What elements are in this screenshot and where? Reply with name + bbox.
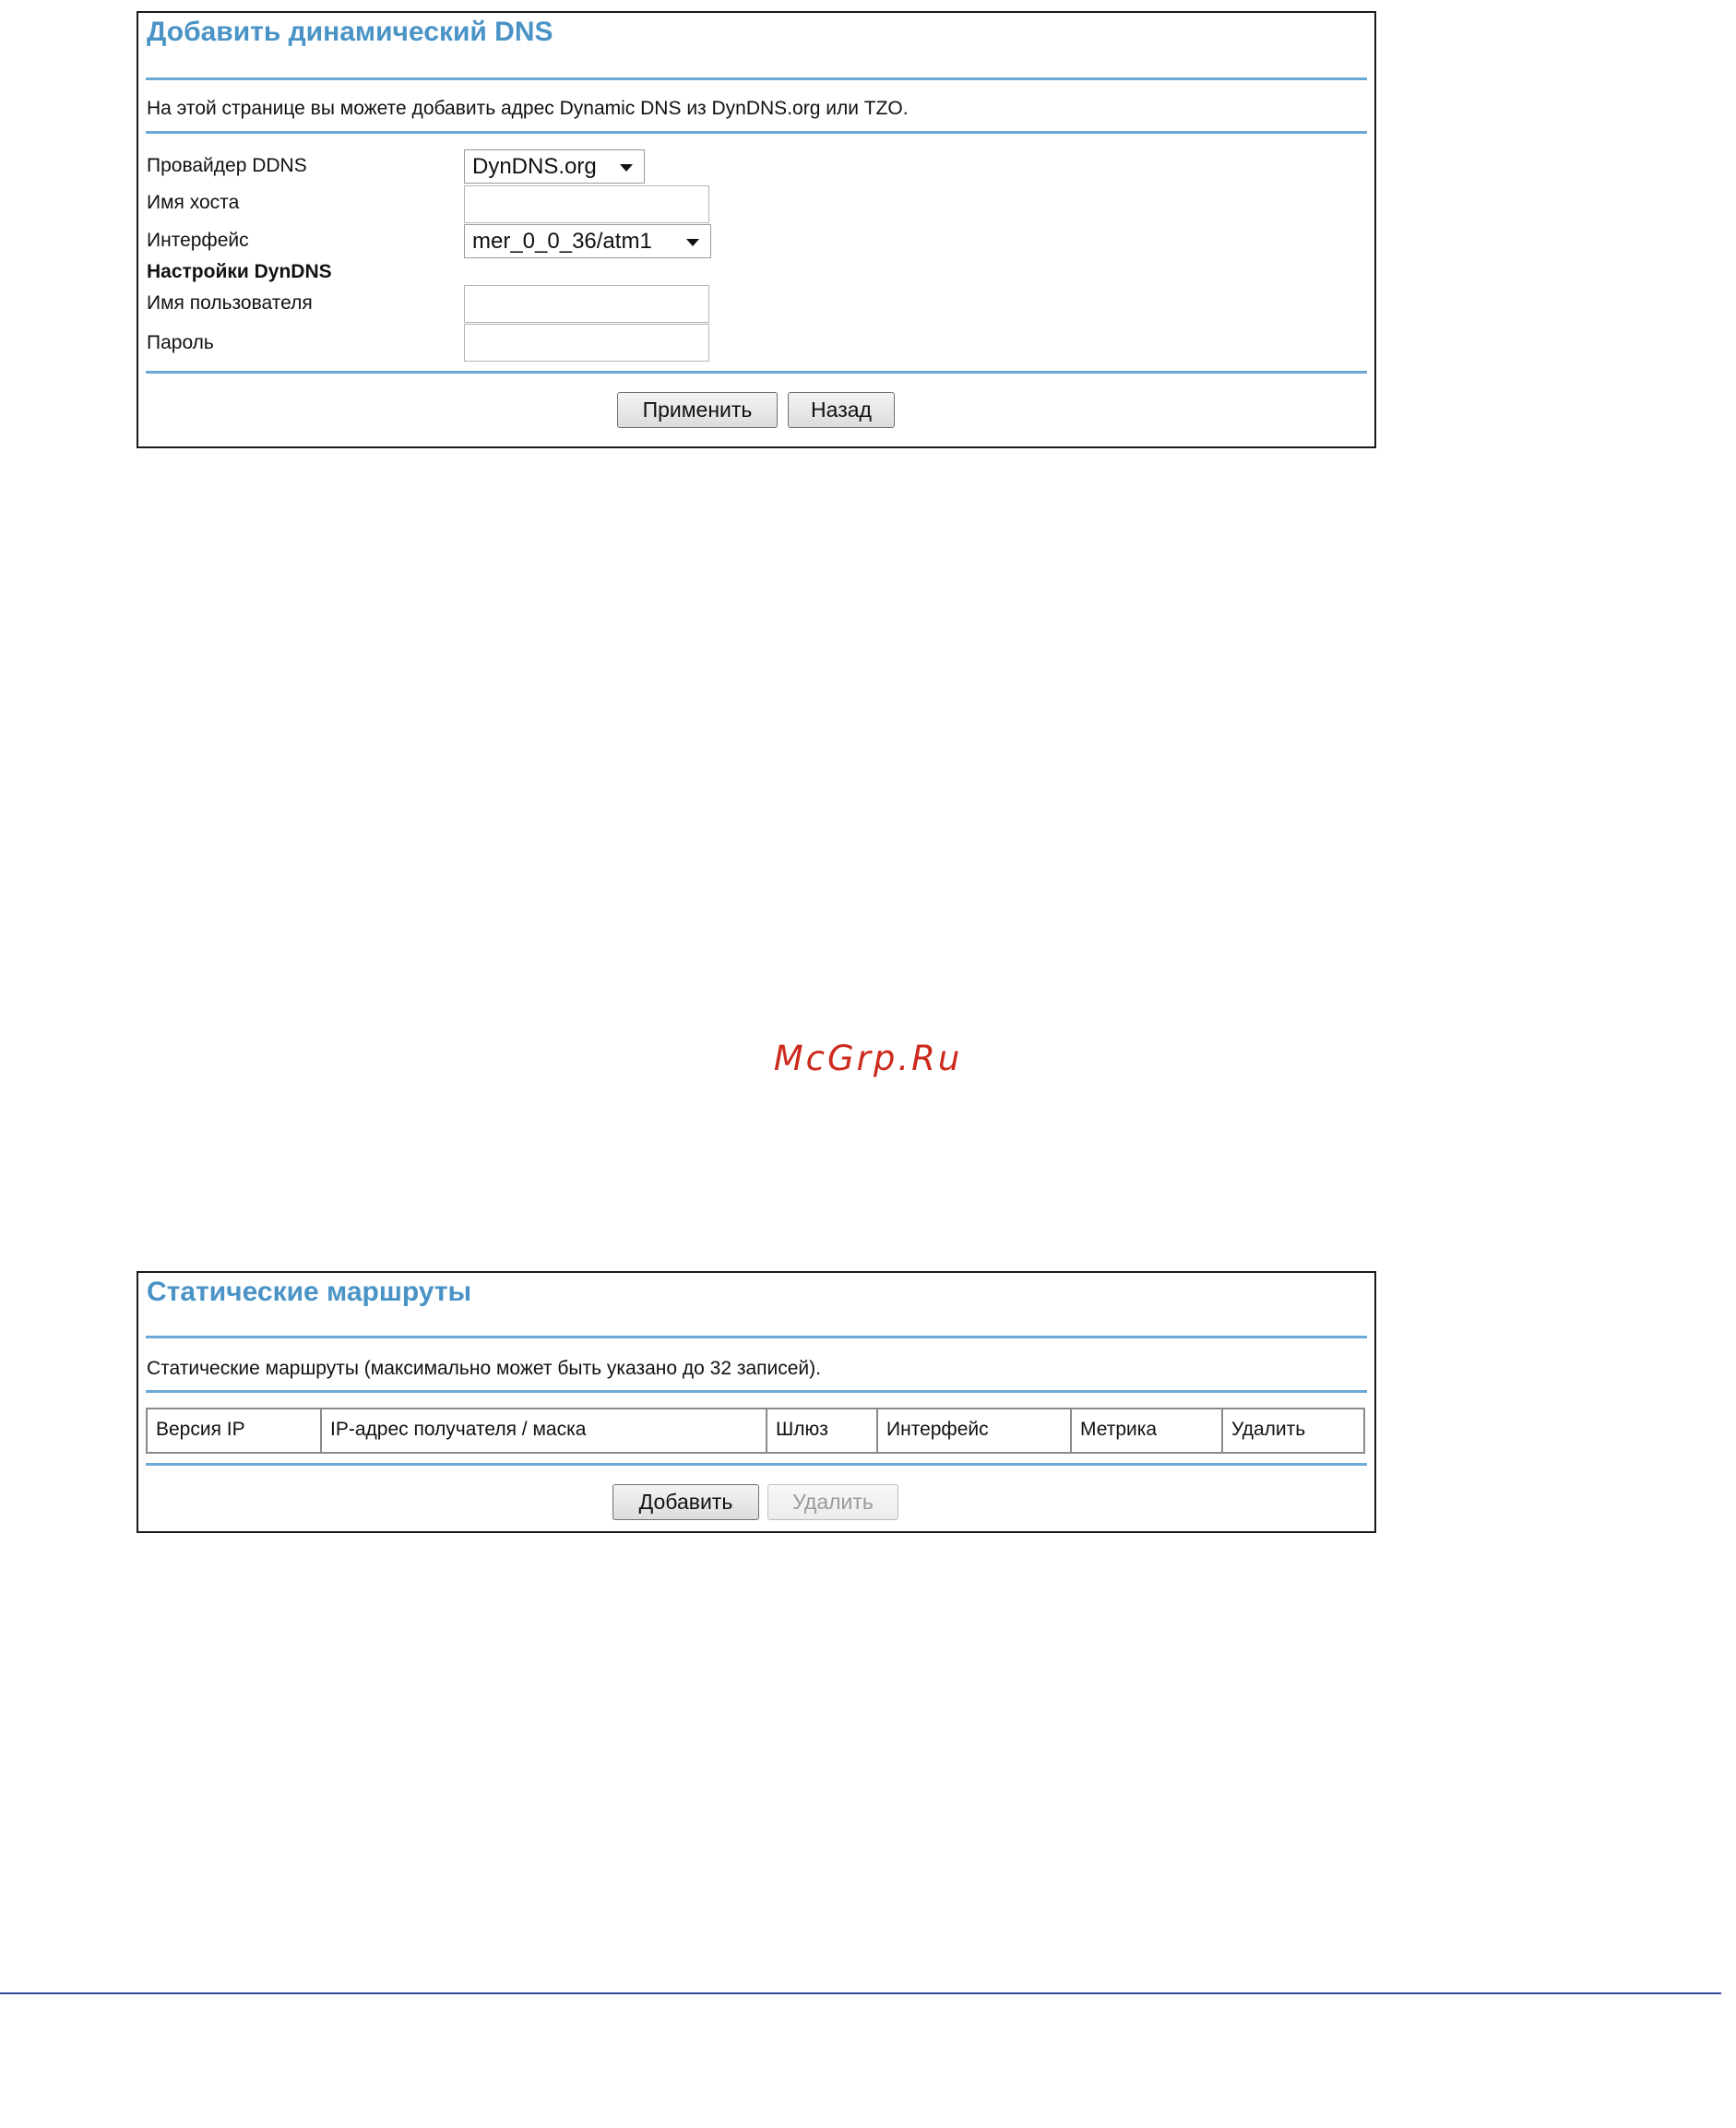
interface-select[interactable] <box>464 224 711 258</box>
chevron-down-icon <box>686 239 699 246</box>
watermark: McGrp.Ru <box>773 1039 963 1078</box>
interface-select-value: mer_0_0_36/atm1 <box>472 229 652 254</box>
username-label: Имя пользователя <box>147 292 313 314</box>
column-header-gateway: Шлюз <box>766 1409 876 1452</box>
column-header-remove: Удалить <box>1221 1409 1363 1452</box>
page-footer-divider <box>0 1992 1721 1994</box>
column-header-metric: Метрика <box>1070 1409 1221 1452</box>
apply-button[interactable]: Применить <box>617 392 778 428</box>
ddns-description: На этой странице вы можете добавить адрес Dynamic DNS из DynDNS.org или TZO. <box>147 98 909 119</box>
routes-description: Статические маршруты (максимально может быть указано до 32 записей). <box>147 1358 821 1379</box>
routes-title: Статические маршруты <box>147 1277 472 1307</box>
divider <box>146 77 1367 80</box>
divider <box>146 1336 1367 1338</box>
routes-table-header <box>146 1408 1365 1454</box>
divider <box>146 371 1367 374</box>
ddns-panel <box>137 11 1376 448</box>
provider-select-value: DynDNS.org <box>472 154 597 179</box>
delete-route-button[interactable]: Удалить <box>767 1484 898 1520</box>
chevron-down-icon <box>620 164 633 172</box>
divider <box>146 1390 1367 1393</box>
routes-panel <box>137 1271 1376 1533</box>
add-route-button[interactable]: Добавить <box>612 1484 759 1520</box>
username-input[interactable] <box>464 285 709 323</box>
password-label: Пароль <box>147 332 214 353</box>
divider <box>146 1463 1367 1466</box>
column-header-ip-version: Версия IP <box>156 1419 245 1440</box>
hostname-label: Имя хоста <box>147 192 240 213</box>
back-button[interactable]: Назад <box>788 392 895 428</box>
divider <box>146 131 1367 134</box>
hostname-input[interactable] <box>464 185 709 223</box>
provider-select[interactable] <box>464 149 645 184</box>
interface-label: Интерфейс <box>147 230 249 251</box>
ddns-title: Добавить динамический DNS <box>147 17 553 47</box>
dyndns-settings-heading: Настройки DynDNS <box>147 261 332 282</box>
column-header-destination: IP-адрес получателя / маска <box>320 1409 766 1452</box>
provider-label: Провайдер DDNS <box>147 155 307 176</box>
column-header-interface: Интерфейс <box>876 1409 1070 1452</box>
password-input[interactable] <box>464 324 709 362</box>
